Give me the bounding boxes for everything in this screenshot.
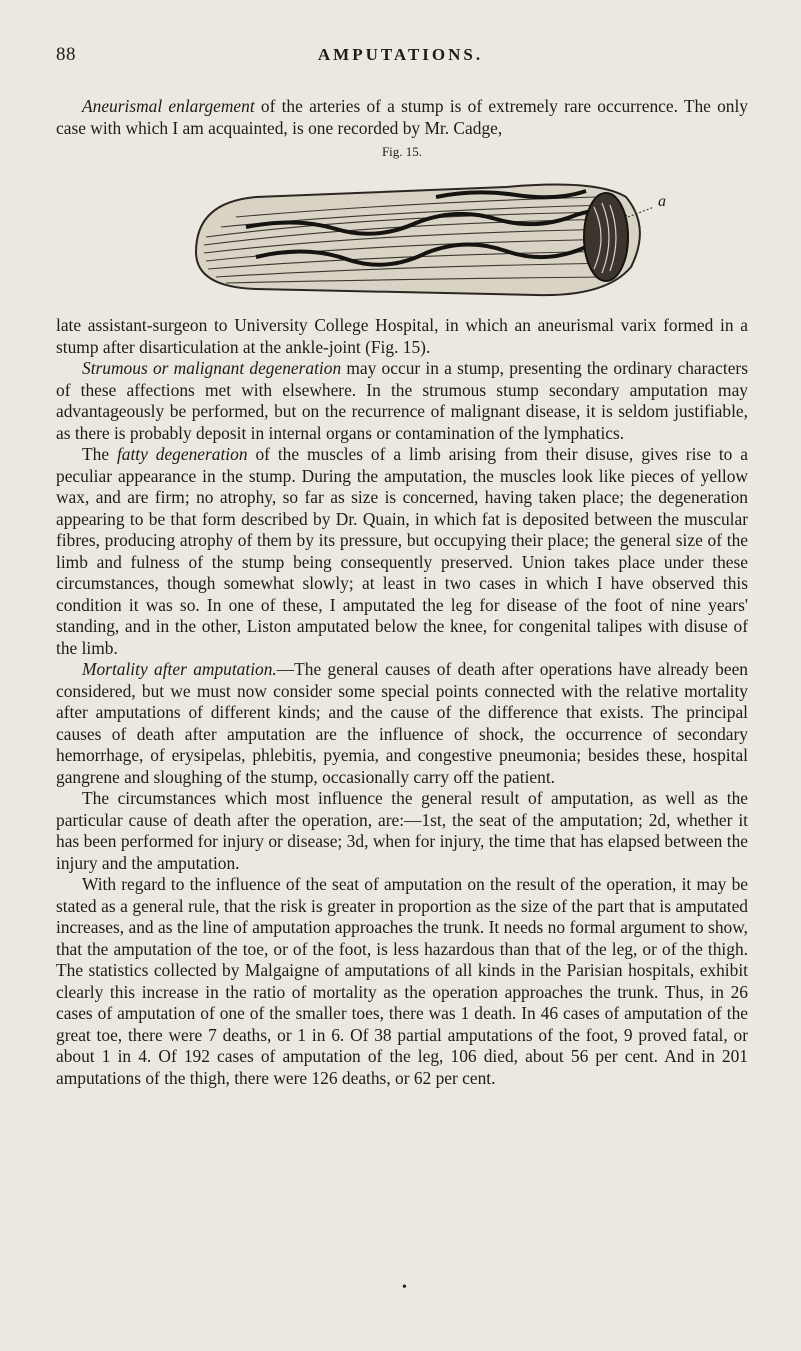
page-header: [0, 44, 801, 68]
paragraph-text: of the arteries of a stump is of extremely rare occurrence. The only case with which I am acquainted, is one recorded by Mr. Cadge,: [56, 96, 748, 138]
stump-varix-illustration: [176, 157, 656, 307]
paragraph-mortality: [56, 659, 748, 788]
figure-label: Fig. 15.: [381, 144, 423, 159]
paragraph-cadge-case: [56, 315, 748, 358]
paragraph-text: may occur in a stump, presenting the ordinary characters of these affections met with elsewhere. In the strumous stump secondary amputation may advantageously be performed, but on the recurrence of malignant disease, it is seldom justifiable, as there is probably deposit in internal organs or contamination of the lymphatics.: [56, 358, 748, 443]
running-head: AMPUTATIONS.: [317, 45, 484, 64]
figure-letter-a: a: [658, 193, 666, 210]
page-number: 88: [56, 44, 76, 65]
paragraph-text: —The general causes of death after operations have already been considered, but we must now consider some special points connected with the relative mortality after amputations of different kinds; and the cause of the difference that exists. The principal causes of death after amputation are the influence of shock, the occurrence of secondary hemorrhage, of erysipelas, phlebitis, pyemia, and congestive pneumonia; besides these, hospital gangrene and sloughing of the stump, occasionally carry off the patient.: [56, 659, 748, 787]
paragraph-fatty: [56, 444, 748, 659]
footer-mark: •: [402, 1280, 407, 1295]
figure-15: [56, 139, 748, 315]
body-text: [56, 96, 748, 1089]
paragraph-lead: Mortality after amputation.: [82, 659, 277, 679]
paragraph-aneurismal: [56, 96, 748, 139]
paragraph-text: late assistant-surgeon to University College Hospital, in which an aneurismal varix formed in a stump after disarticulation at the ankle-joint (Fig. 15).: [56, 315, 748, 357]
paragraph-strumous: [56, 358, 748, 444]
paragraph-lead: Aneurismal enlargement: [82, 96, 255, 116]
paragraph-lead: Strumous or malignant degeneration: [82, 358, 342, 378]
paragraph-seat-of-amputation: [56, 874, 748, 1089]
paragraph-text: of the muscles of a limb arising from their disuse, gives rise to a peculiar appearance in the stump. During the amputation, the muscles look like pieces of yellow wax, and are firm; no atrophy, so far as size is concerned, having taken place; the degeneration appearing to be that form described by Dr. Quain, in which fat is deposited between the muscular fibres, producing atrophy of them by its pressure, but occupying their place; the general size of the limb and fulness of the stump being consequently preserved. Union takes place under these circumstances, though somewhat slowly; at least in two cases in which I have observed this condition it was so. In one of these, I amputated the leg for disease of the foot of nine years' standing, and in the other, Liston amputated below the knee, for congenital talipes with disuse of the limb.: [56, 444, 748, 658]
paragraph-circumstances: [56, 788, 748, 874]
paragraph-text: With regard to the influence of the seat of amputation on the result of the operation, it may be stated as a general rule, that the risk is greater in proportion as the size of the part that is amputated increases, and as the line of amputation approaches the trunk. It needs no formal argument to show, that the amputation of the toe, or of the foot, is less hazardous than that of the leg, or of the thigh. The statistics collected by Malgaigne of amputations of all kinds in the Parisian hospitals, exhibit clearly this increase in the ratio of mortality as the operation approaches the trunk. Thus, in 26 cases of amputation of one of the smaller toes, there was 1 death. In 46 cases of amputation of the great toe, there were 7 deaths, or 1 in 6. Of 38 partial amputations of the foot, 9 proved fatal, or about 1 in 4. Of 192 cases of amputation of the leg, 106 died, about 56 per cent. And in 201 amputations of the thigh, there were 126 deaths, or 62 per cent.: [56, 874, 748, 1088]
paragraph-pre: The: [82, 444, 117, 464]
paragraph-text: The circumstances which most influence the general result of amputation, as well as the particular cause of death after the operation, are:—1st, the seat of the amputation; 2d, whether it has been performed for injury or disease; 3d, when for injury, the time that has elapsed between the injury and the amputation.: [56, 788, 748, 873]
paragraph-lead: fatty degeneration: [116, 444, 248, 464]
